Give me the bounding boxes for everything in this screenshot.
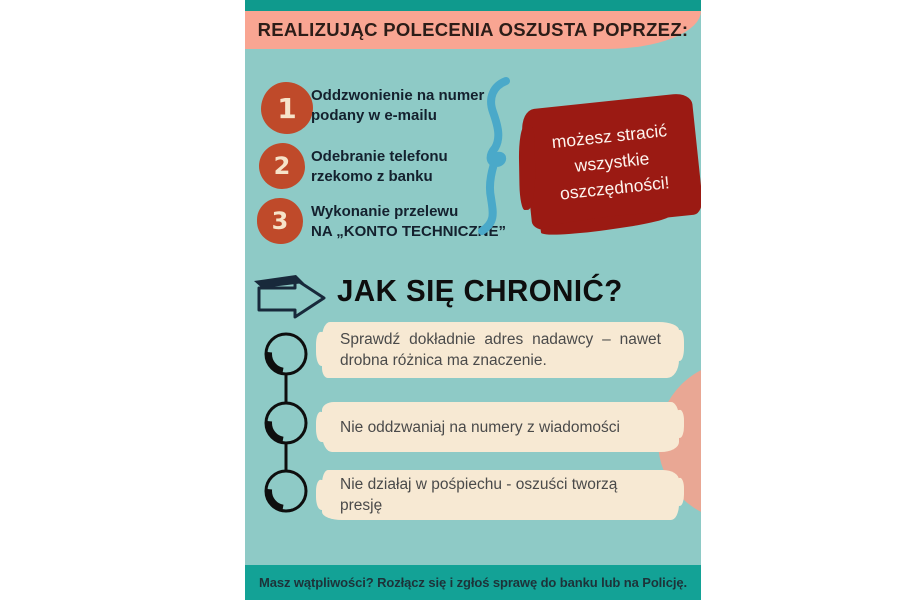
warning-blob — [520, 92, 701, 231]
poster-content — [245, 0, 701, 600]
tip-2-strip — [322, 402, 679, 452]
warning-text — [550, 117, 673, 207]
warning-line-3: oszczędności! — [559, 172, 671, 204]
step-2-text — [311, 147, 448, 187]
step-2-line-1: Odebranie telefonu — [311, 148, 448, 165]
warning-line-2: wszystkie — [573, 148, 651, 176]
footer-banner — [245, 565, 701, 600]
footer-text: Masz wątpliwości? Rozłącz się i zgłoś sprawę do banku lub na Policję. — [259, 575, 687, 590]
step-1-line-2: podany w e-mailu — [311, 107, 437, 124]
step-3-badge — [257, 198, 303, 244]
tip-2-line-1: Nie oddzwaniaj na numery z wiadomości — [340, 418, 620, 436]
section-title: JAK SIĘ CHRONIĆ? — [337, 273, 623, 308]
step-3-line-2: NA „KONTO TECHNICZNE” — [311, 223, 506, 240]
step-1-badge — [261, 82, 313, 134]
step-1-text — [311, 86, 484, 126]
step-2-badge — [259, 143, 305, 189]
step-2-number: 2 — [273, 152, 291, 180]
step-2-line-2: rzekomo z banku — [311, 168, 433, 185]
step-1-line-1: Oddzwonienie na numer — [311, 87, 485, 104]
header-title: REALIZUJĄC POLECENIA OSZUSTA POPRZEZ: — [257, 19, 689, 40]
step-3-line-1: Wykonanie przelewu — [311, 203, 459, 220]
curly-brace-icon — [467, 74, 519, 240]
tip-3-line-1: Nie działaj w pośpiechu - oszuści tworzą presję — [340, 476, 618, 514]
arrow-right-icon — [251, 268, 331, 322]
header-banner — [245, 11, 701, 49]
tip-1-line-1: Sprawdź dokładnie adres nadawcy – nawet — [340, 331, 661, 348]
warning-line-1: możesz stracić — [550, 119, 668, 152]
top-accent-strip — [245, 0, 701, 11]
tip-1-line-2: drobna różnica ma znaczenie. — [340, 352, 547, 369]
chain-circles-icon — [259, 330, 315, 530]
tip-3-strip — [322, 470, 679, 520]
tip-1-strip — [322, 322, 679, 378]
step-3-number: 3 — [271, 207, 289, 235]
step-1-number: 1 — [277, 91, 297, 125]
